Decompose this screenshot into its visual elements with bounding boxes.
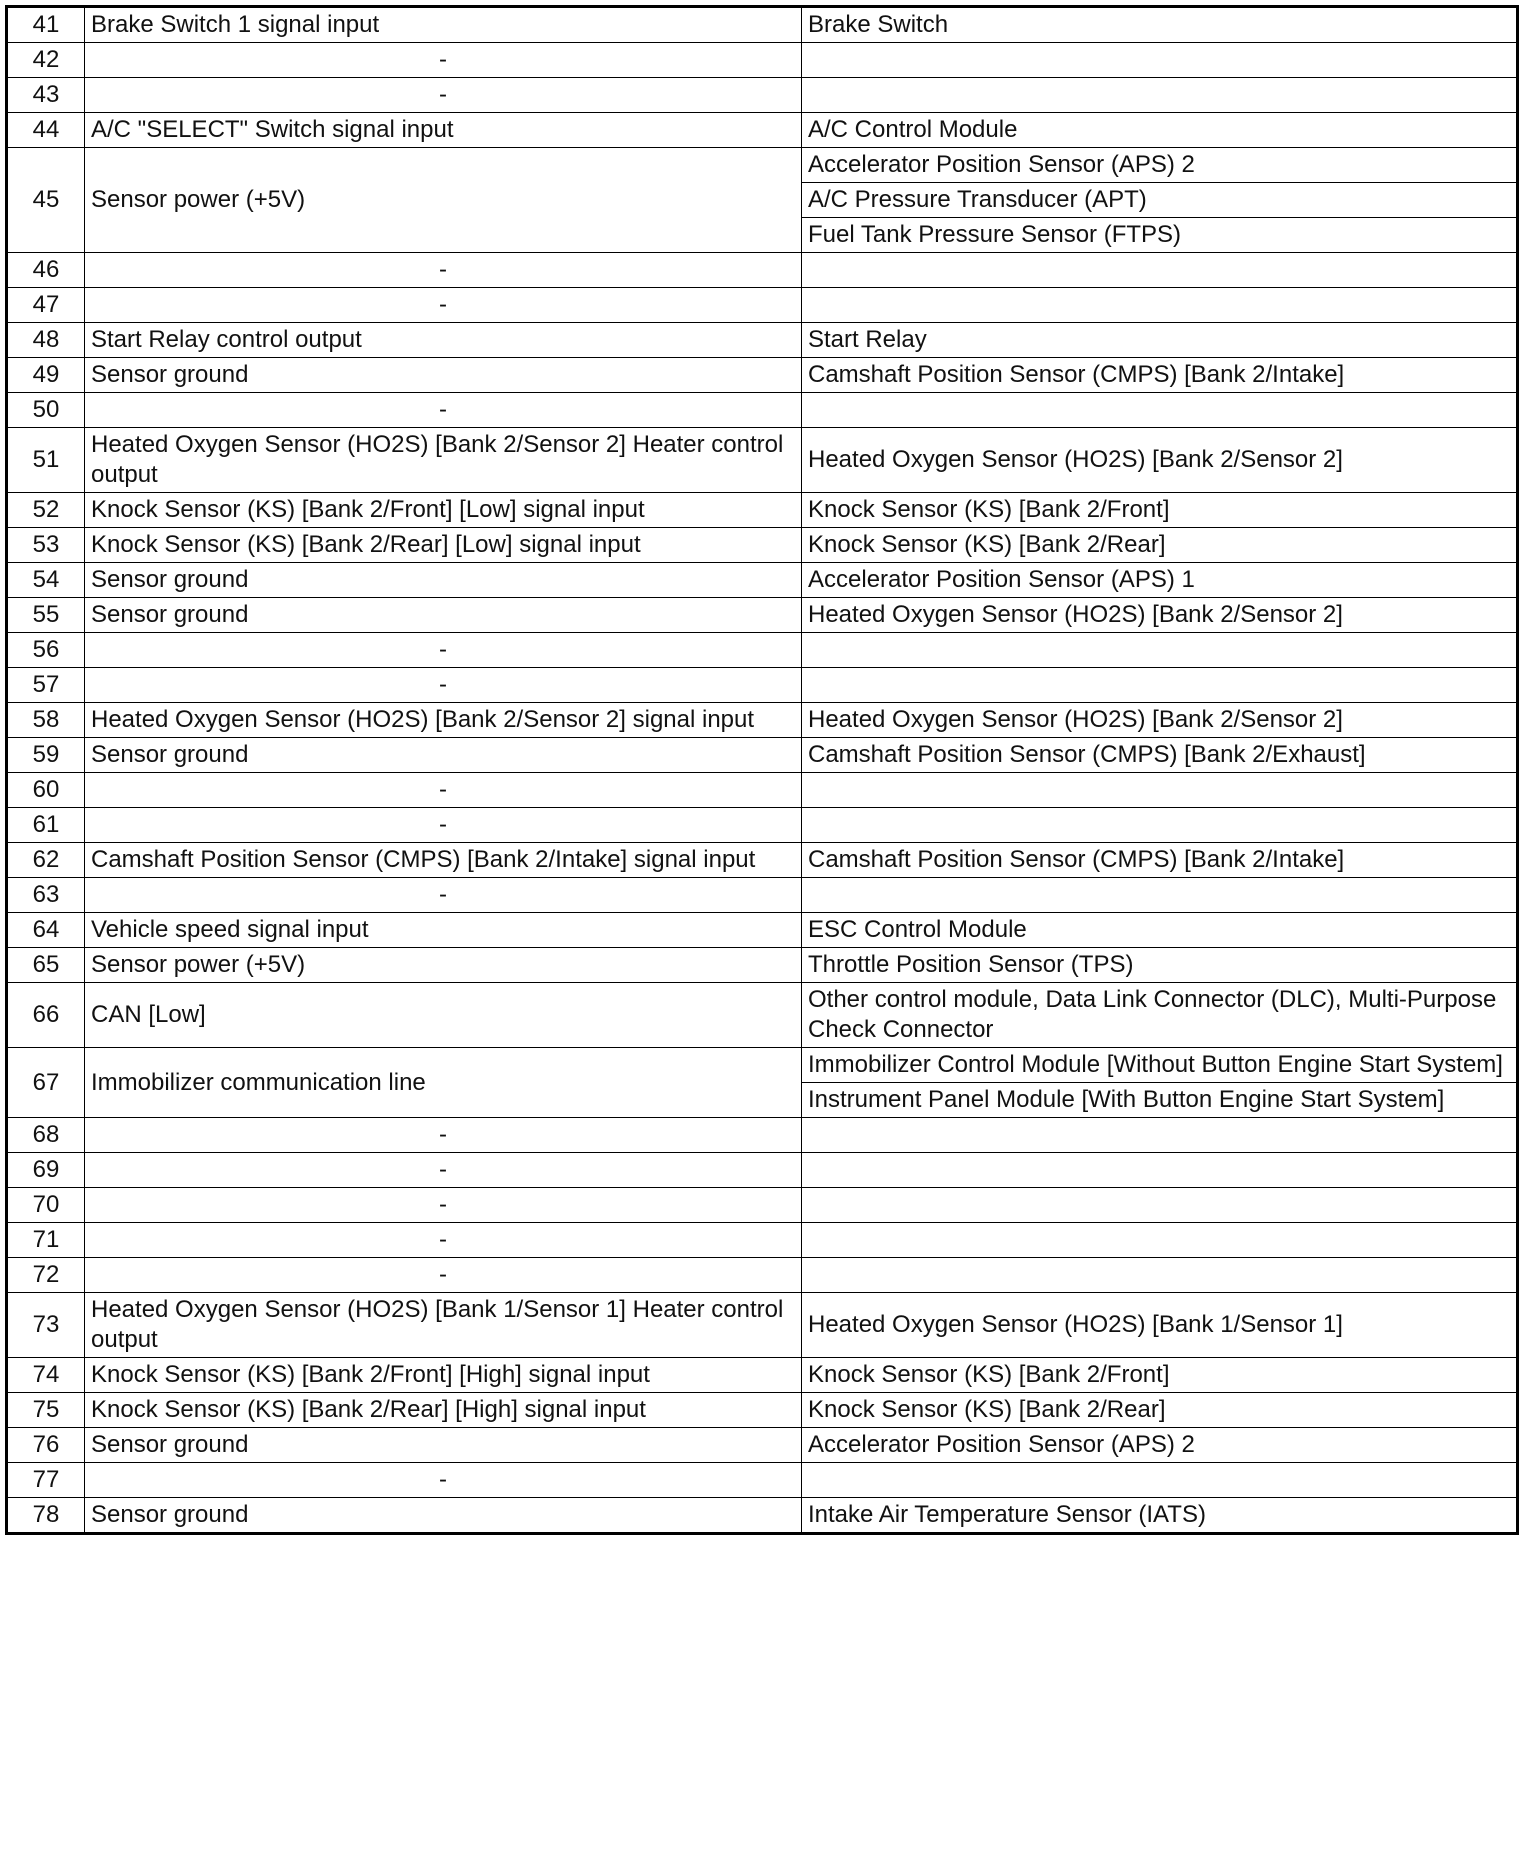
connected-component: Knock Sensor (KS) [Bank 2/Front] (802, 493, 1518, 528)
pin-description: Sensor ground (85, 358, 802, 393)
table-row (7, 668, 1518, 703)
pin-number: 48 (7, 323, 85, 358)
connected-component: Instrument Panel Module [With Button Engine Start System] (802, 1083, 1518, 1118)
pin-number: 53 (7, 528, 85, 563)
connected-component: Throttle Position Sensor (TPS) (802, 948, 1518, 983)
pin-description: - (85, 43, 802, 78)
connected-component: Brake Switch (802, 7, 1518, 43)
pin-description: Heated Oxygen Sensor (HO2S) [Bank 2/Sensor 2] signal input (85, 703, 802, 738)
pin-description: - (85, 1153, 802, 1188)
pin-description: Knock Sensor (KS) [Bank 2/Rear] [High] signal input (85, 1393, 802, 1428)
pin-description: - (85, 773, 802, 808)
pin-description: Sensor ground (85, 563, 802, 598)
connected-component (802, 288, 1518, 323)
pin-number: 78 (7, 1498, 85, 1534)
pin-number: 50 (7, 393, 85, 428)
pin-description: - (85, 78, 802, 113)
pin-number: 47 (7, 288, 85, 323)
pin-number: 77 (7, 1463, 85, 1498)
table-row (7, 1358, 1518, 1393)
connected-component: Other control module, Data Link Connector (DLC), Multi-Purpose Check Connector (802, 983, 1518, 1048)
connected-component: Camshaft Position Sensor (CMPS) [Bank 2/Exhaust] (802, 738, 1518, 773)
pin-description: Immobilizer communication line (85, 1048, 802, 1118)
pin-description: Knock Sensor (KS) [Bank 2/Front] [High] signal input (85, 1358, 802, 1393)
table-row (7, 1153, 1518, 1188)
pin-number: 66 (7, 983, 85, 1048)
table-row (7, 113, 1518, 148)
pin-number: 42 (7, 43, 85, 78)
table-row (7, 493, 1518, 528)
table-row (7, 703, 1518, 738)
pin-number: 55 (7, 598, 85, 633)
connected-component: Immobilizer Control Module [Without Button Engine Start System] (802, 1048, 1518, 1083)
pin-description: Sensor power (+5V) (85, 948, 802, 983)
pin-description: - (85, 668, 802, 703)
table-row (7, 1258, 1518, 1293)
pin-number: 54 (7, 563, 85, 598)
table-row (7, 878, 1518, 913)
connected-component (802, 1223, 1518, 1258)
pin-description: Sensor ground (85, 738, 802, 773)
connected-component (802, 808, 1518, 843)
connected-component (802, 253, 1518, 288)
connected-component: A/C Pressure Transducer (APT) (802, 183, 1518, 218)
pin-description: Sensor ground (85, 598, 802, 633)
table-row (7, 1293, 1518, 1358)
table-row (7, 7, 1518, 43)
connected-component (802, 1188, 1518, 1223)
pin-description: Camshaft Position Sensor (CMPS) [Bank 2/Intake] signal input (85, 843, 802, 878)
table-row (7, 428, 1518, 493)
connected-component: Camshaft Position Sensor (CMPS) [Bank 2/Intake] (802, 843, 1518, 878)
pin-description: - (85, 878, 802, 913)
table-row (7, 913, 1518, 948)
connected-component (802, 878, 1518, 913)
connected-component: Heated Oxygen Sensor (HO2S) [Bank 2/Sensor 2] (802, 428, 1518, 493)
pin-description: Sensor power (+5V) (85, 148, 802, 253)
connected-component (802, 773, 1518, 808)
connected-component (802, 1153, 1518, 1188)
connected-component: Camshaft Position Sensor (CMPS) [Bank 2/Intake] (802, 358, 1518, 393)
pin-number: 44 (7, 113, 85, 148)
table-row (7, 1223, 1518, 1258)
pin-number: 71 (7, 1223, 85, 1258)
pin-description: - (85, 808, 802, 843)
pin-table (5, 5, 1519, 1535)
pin-number: 59 (7, 738, 85, 773)
connected-component: Knock Sensor (KS) [Bank 2/Front] (802, 1358, 1518, 1393)
pin-number: 69 (7, 1153, 85, 1188)
table-row (7, 1498, 1518, 1534)
pin-number: 76 (7, 1428, 85, 1463)
table-row (7, 1463, 1518, 1498)
pin-number: 64 (7, 913, 85, 948)
table-row (7, 1188, 1518, 1223)
pin-number: 56 (7, 633, 85, 668)
pin-description: - (85, 1463, 802, 1498)
pin-number: 45 (7, 148, 85, 253)
table-row (7, 148, 1518, 183)
table-row (7, 1048, 1518, 1083)
table-row (7, 78, 1518, 113)
table-row (7, 393, 1518, 428)
pin-number: 75 (7, 1393, 85, 1428)
connected-component (802, 633, 1518, 668)
table-row (7, 528, 1518, 563)
connected-component: Knock Sensor (KS) [Bank 2/Rear] (802, 1393, 1518, 1428)
pin-number: 43 (7, 78, 85, 113)
pin-number: 65 (7, 948, 85, 983)
pin-description: A/C "SELECT" Switch signal input (85, 113, 802, 148)
pin-number: 58 (7, 703, 85, 738)
pin-number: 49 (7, 358, 85, 393)
connected-component (802, 1118, 1518, 1153)
table-row (7, 1393, 1518, 1428)
pin-description: Heated Oxygen Sensor (HO2S) [Bank 1/Sensor 1] Heater control output (85, 1293, 802, 1358)
pin-description: Heated Oxygen Sensor (HO2S) [Bank 2/Sensor 2] Heater control output (85, 428, 802, 493)
pin-description: Knock Sensor (KS) [Bank 2/Rear] [Low] signal input (85, 528, 802, 563)
pin-description: Brake Switch 1 signal input (85, 7, 802, 43)
connected-component (802, 1258, 1518, 1293)
pin-description: - (85, 633, 802, 668)
connected-component: Accelerator Position Sensor (APS) 2 (802, 1428, 1518, 1463)
connected-component (802, 668, 1518, 703)
pin-number: 67 (7, 1048, 85, 1118)
connected-component: Accelerator Position Sensor (APS) 2 (802, 148, 1518, 183)
table-row (7, 948, 1518, 983)
connected-component: ESC Control Module (802, 913, 1518, 948)
table-row (7, 983, 1518, 1048)
pin-description: - (85, 1188, 802, 1223)
pin-description: Start Relay control output (85, 323, 802, 358)
pin-number: 52 (7, 493, 85, 528)
pin-description: Vehicle speed signal input (85, 913, 802, 948)
pin-description: - (85, 393, 802, 428)
pin-number: 74 (7, 1358, 85, 1393)
connected-component: Start Relay (802, 323, 1518, 358)
table-row (7, 738, 1518, 773)
table-row (7, 288, 1518, 323)
table-row (7, 323, 1518, 358)
table-row (7, 843, 1518, 878)
connected-component: Heated Oxygen Sensor (HO2S) [Bank 2/Sensor 2] (802, 703, 1518, 738)
pin-description: Knock Sensor (KS) [Bank 2/Front] [Low] signal input (85, 493, 802, 528)
table-row (7, 773, 1518, 808)
table-row (7, 598, 1518, 633)
pin-number: 72 (7, 1258, 85, 1293)
pin-number: 70 (7, 1188, 85, 1223)
table-row (7, 633, 1518, 668)
connected-component: Fuel Tank Pressure Sensor (FTPS) (802, 218, 1518, 253)
pin-description: - (85, 288, 802, 323)
connected-component (802, 1463, 1518, 1498)
pin-description: - (85, 1118, 802, 1153)
table-row (7, 1118, 1518, 1153)
connected-component (802, 78, 1518, 113)
table-row (7, 808, 1518, 843)
pin-number: 68 (7, 1118, 85, 1153)
connected-component: Heated Oxygen Sensor (HO2S) [Bank 2/Sensor 2] (802, 598, 1518, 633)
pin-number: 62 (7, 843, 85, 878)
pin-description: Sensor ground (85, 1428, 802, 1463)
connected-component (802, 393, 1518, 428)
pin-number: 41 (7, 7, 85, 43)
table-row (7, 43, 1518, 78)
table-row (7, 1428, 1518, 1463)
pin-table-container (5, 5, 1516, 1535)
pin-description: - (85, 1223, 802, 1258)
pin-description: Sensor ground (85, 1498, 802, 1534)
pin-number: 60 (7, 773, 85, 808)
pin-number: 57 (7, 668, 85, 703)
table-row (7, 358, 1518, 393)
table-row (7, 253, 1518, 288)
pin-number: 51 (7, 428, 85, 493)
connected-component (802, 43, 1518, 78)
pin-table-body (7, 7, 1518, 1534)
connected-component: Heated Oxygen Sensor (HO2S) [Bank 1/Sensor 1] (802, 1293, 1518, 1358)
connected-component: Accelerator Position Sensor (APS) 1 (802, 563, 1518, 598)
pin-description: CAN [Low] (85, 983, 802, 1048)
pin-number: 61 (7, 808, 85, 843)
table-row (7, 563, 1518, 598)
pin-number: 73 (7, 1293, 85, 1358)
connected-component: Knock Sensor (KS) [Bank 2/Rear] (802, 528, 1518, 563)
pin-description: - (85, 253, 802, 288)
pin-number: 46 (7, 253, 85, 288)
pin-number: 63 (7, 878, 85, 913)
connected-component: A/C Control Module (802, 113, 1518, 148)
pin-description: - (85, 1258, 802, 1293)
connected-component: Intake Air Temperature Sensor (IATS) (802, 1498, 1518, 1534)
